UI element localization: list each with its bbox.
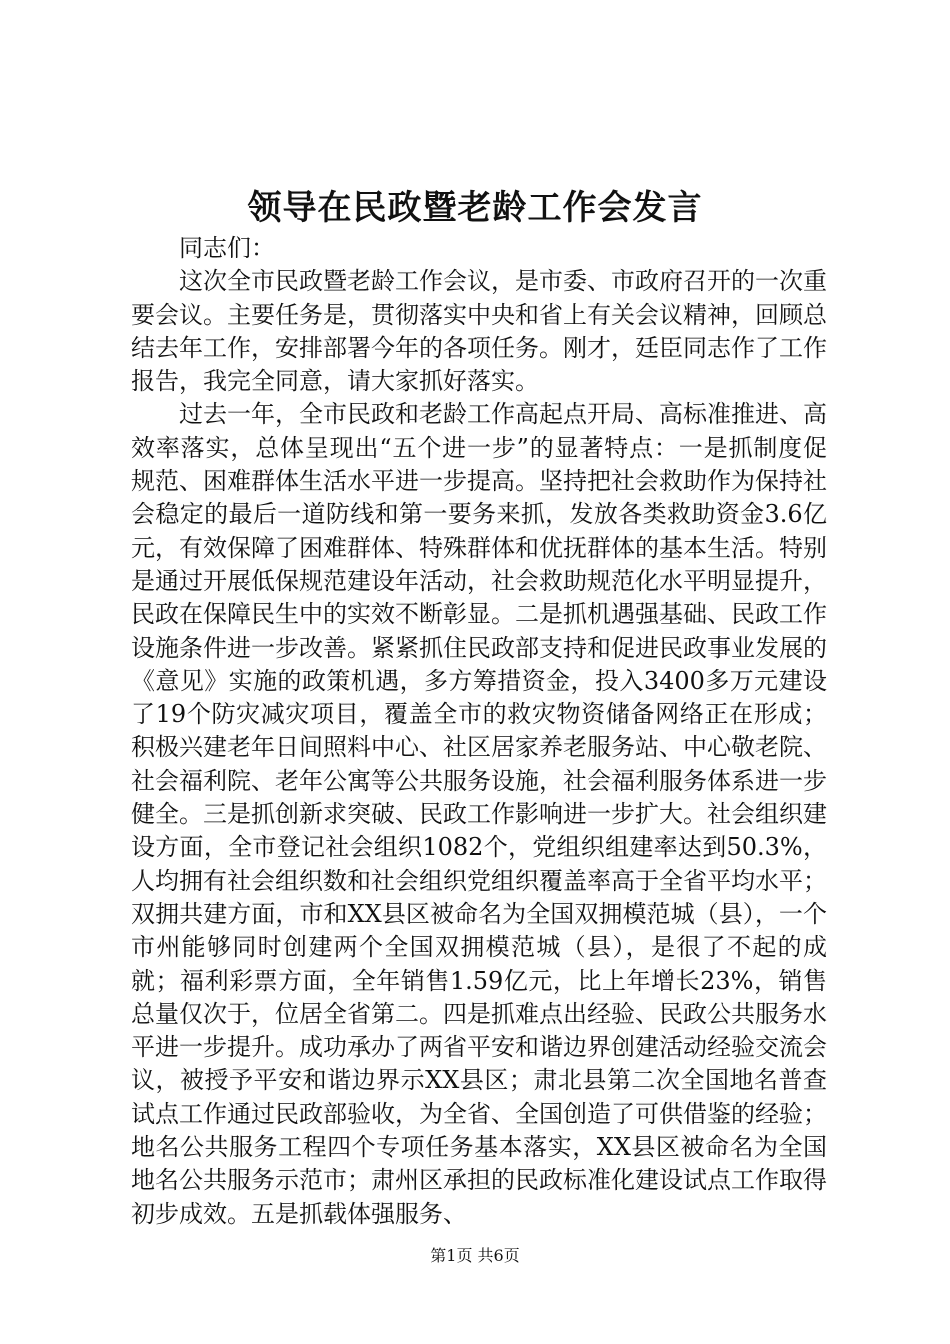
review-paragraph: 过去一年，全市民政和老龄工作高起点开局、高标准推进、高效率落实，总体呈现出“五个进一步”的显著特点：一是抓制度促规范、困难群体生活水平进一步提高。坚持把社会救助作为保持社会稳定的最后一道防线和第一要务来抓，发放各类救助资金3.6亿元，有效保障了困难群体、特殊群体和优抚群体的基本生活。特别是通过开展低保规范建设年活动，社会救助规范化水平明显提升，民政在保障民生中的实效不断彰显。二是抓机遇强基础、民政工作设施条件进一步改善。紧紧抓住民政部支持和促进民政事业发展的《意见》实施的政策机遇，多方筹措资金，投入3400多万元建设了19个防灾减灾项目，覆盖全市的救灾物资储备网络正在形成；积极兴建老年日间照料中心、社区居家养老服务站、中心敬老院、社会福利院、老年公寓等公共服务设施，社会福利服务体系进一步健全。三是抓创新求突破、民政工作影响进一步扩大。社会组织建设方面，全市登记社会组织1082个，党组织组建率达到50.3%，人均拥有社会组织数和社会组织党组织覆盖率高于全省平均水平；双拥共建方面，市和XX县区被命名为全国双拥模范城（县），一个市州能够同时创建两个全国双拥模范城（县），是很了不起的成就；福利彩票方面，全年销售1.59亿元，比上年增长23%，销售总量仅次于，位居全省第二。四是抓难点出经验、民政公共服务水平进一步提升。成功承办了两省平安和谐边界创建活动经验交流会议，被授予平安和谐边界示XX县区；肃北县第二次全国地名普查试点工作通过民政部验收，为全省、全国创造了可供借鉴的经验；地名公共服务工程四个专项任务基本落实，XX县区被命名为全国地名公共服务示范市；肃州区承担的民政标准化建设试点工作取得初步成效。五是抓载体强服务、 [131, 400, 827, 1228]
document-body [131, 232, 827, 1231]
salutation-paragraph: 同志们： [179, 234, 275, 262]
intro-paragraph: 这次全市民政暨老龄工作会议，是市委、市政府召开的一次重要会议。主要任务是，贯彻落实中央和省上有关会议精神，回顾总结去年工作，安排部署今年的各项任务。刚才，廷臣同志作了工作报告，我完全同意，请大家抓好落实。 [131, 267, 827, 396]
page-footer: 第1页 共6页 [430, 1246, 520, 1265]
document-title: 领导在民政暨老龄工作会发言 [247, 188, 703, 228]
